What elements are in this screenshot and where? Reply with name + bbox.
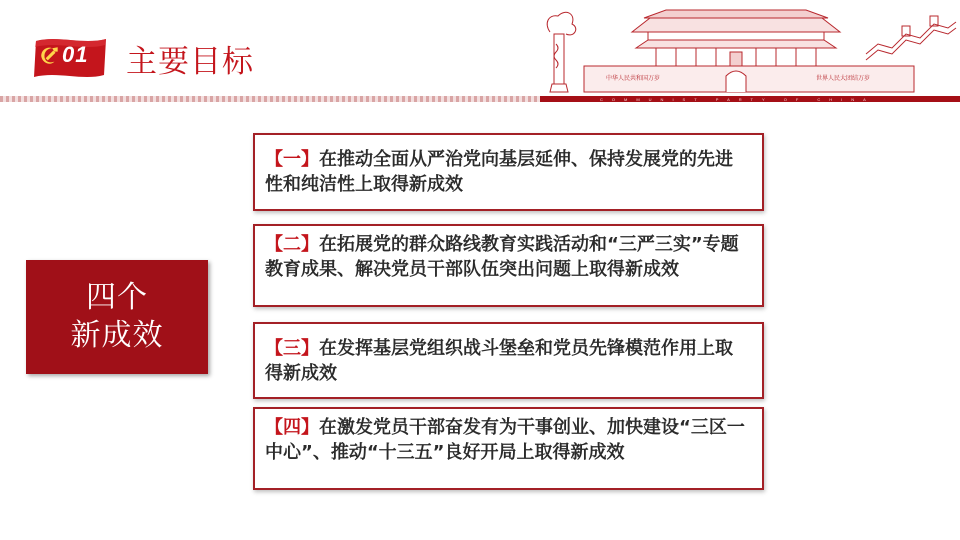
banner-right-text: 世界人民大团结万岁 [816, 75, 871, 82]
side-label-box [26, 260, 208, 374]
goal-text: 在推动全面从严治党向基层延伸、保持发展党的先进性和纯洁性上取得新成效 [265, 149, 733, 195]
goal-text: 在拓展党的群众路线教育实践活动和“三严三实”专题教育成果、解决党员干部队伍突出问题上取得新成效 [265, 234, 739, 280]
header-tagline: COMMUNIST PARTY OF CHINA [600, 97, 875, 102]
goal-box-2 [253, 224, 764, 307]
section-number: 01 [62, 42, 89, 67]
goal-index: 【二】 [265, 234, 319, 255]
goal-index: 【四】 [265, 417, 319, 438]
side-label-line2: 新成效 [70, 318, 164, 353]
goal-index: 【一】 [265, 149, 319, 170]
goal-index: 【三】 [265, 338, 319, 359]
banner-left-text: 中华人民共和国万岁 [606, 75, 661, 82]
goal-box-1 [253, 133, 764, 211]
tiananmen-great-wall-illustration [536, 4, 960, 96]
goal-box-3 [253, 322, 764, 399]
goal-text: 在激发党员干部奋发有为干事创业、加快建设“三区一中心”、推动“十三五”良好开局上取得新成效 [265, 417, 745, 463]
side-label-line1: 四个 [86, 280, 148, 315]
page-title: 主要目标 [126, 44, 254, 80]
goal-text: 在发挥基层党组织战斗堡垒和党员先锋模范作用上取得新成效 [265, 338, 733, 384]
goal-box-4 [253, 407, 764, 490]
